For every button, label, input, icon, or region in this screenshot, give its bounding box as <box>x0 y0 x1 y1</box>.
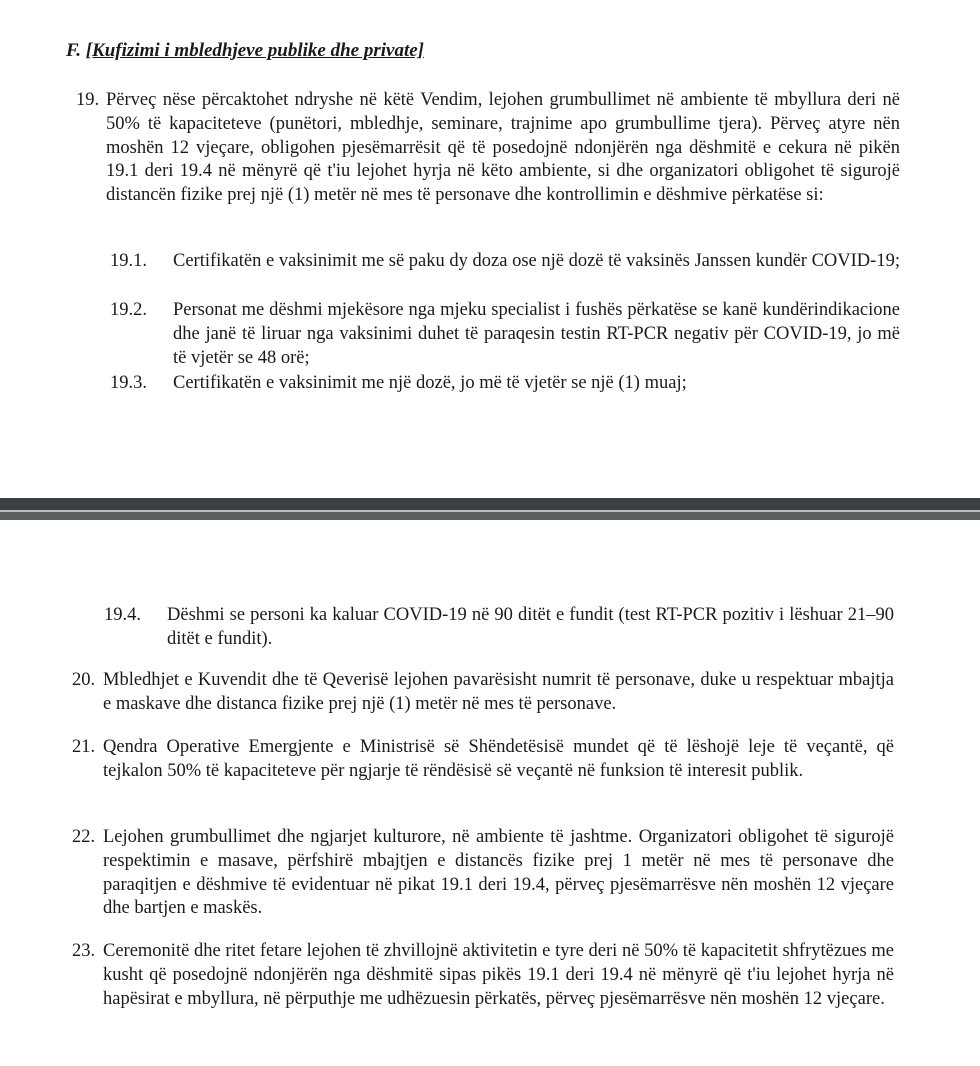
document-page-top <box>0 0 980 498</box>
section-heading <box>66 40 424 62</box>
section-letter: F. <box>66 40 81 61</box>
article-number: 22. <box>72 827 96 847</box>
article-text: Ceremonitë dhe ritet fetare lejohen të zhvillojnë aktivitetin e tyre deri në 50% të kapacitetit shfrytëzues me kusht që posedojnë ndonjërën nga dëshmitë sipas pikës 19.1 deri 19.4 në mënyrë që t'iu lejohet hyrja në hapësirat e mbyllura, në përputhje me udhëzuesin përkatës, përveç pjesëmarrësve nën moshën 12 vjeçare. <box>103 941 894 1009</box>
subitem-number: 19.3. <box>110 373 147 393</box>
article-text: Mbledhjet e Kuvendit dhe të Qeverisë lejohen pavarësisht numrit të personave, duke u respektuar mbajtja e maskave dhe distanca fizike prej një (1) metër në mes të personave. <box>103 670 894 714</box>
article-number: 23. <box>72 941 96 961</box>
subitem-number: 19.2. <box>110 300 147 320</box>
article-number: 20. <box>72 670 96 690</box>
subitem-text: Certifikatën e vaksinimit me një dozë, jo më të vjetër se një (1) muaj; <box>173 373 687 393</box>
article-number: 19. <box>76 90 100 110</box>
section-title: [Kufizimi i mbledhjeve publike dhe private] <box>85 40 425 61</box>
subitem-number: 19.4. <box>104 605 141 625</box>
subitem-number: 19.1. <box>110 251 147 271</box>
article-text: Përveç nëse përcaktohet ndryshe në këtë Vendim, lejohen grumbullimet në ambiente të mbyllura deri në 50% të kapaciteteve (punëtori, mbledhje, seminare, trajnime apo grumbullime tjera). Përveç atyre nën moshën 12 vjeçare, obligohen pjesëmarrësit që të posedojnë ndonjërën nga dëshmitë e cekura në pikën 19.1 deri 19.4 në mënyrë që t'iu lejohet hyrja në këto ambiente, si dhe organizatori obligohet të sigurojë distancën fizike prej një (1) metër në mes të personave dhe kontrollimin e dëshmive përkatëse si: <box>106 90 900 206</box>
document-page-bottom <box>0 520 980 1066</box>
article-number: 21. <box>72 737 96 757</box>
article-text: Qendra Operative Emergjente e Ministrisë së Shëndetësisë mundet që të lëshojë leje të veçantë, që tejkalon 50% të kapaciteteve për ngjarje të rëndësisë së veçantë në funksion të interesit publik. <box>103 737 894 781</box>
subitem-text: Certifikatën e vaksinimit me së paku dy doza ose një dozë të vaksinës Janssen kundër COVID-19; <box>173 251 900 271</box>
page-break-divider <box>0 498 980 520</box>
article-text: Lejohen grumbullimet dhe ngjarjet kulturore, në ambiente të jashtme. Organizatori obligohet të sigurojë respektimin e masave, përfshirë mbajtjen e distancës fizike prej 1 metër në mes të personave dhe paraqitjen e dëshmive të evidentuar në pikat 19.1 deri 19.4, përveç pjesëmarrësve nën moshën 12 vjeçare dhe bartjen e maskës. <box>103 827 894 919</box>
subitem-text: Personat me dëshmi mjekësore nga mjeku specialist i fushës përkatëse se kanë kundërindikacione dhe janë të liruar nga vaksinimi duhet të paraqesin testin RT-PCR negativ për COVID-19, jo më të vjetër se 48 orë; <box>173 300 900 368</box>
subitem-text: Dëshmi se personi ka kaluar COVID-19 në 90 ditët e fundit (test RT-PCR pozitiv i lëshuar 21–90 ditët e fundit). <box>167 605 894 649</box>
